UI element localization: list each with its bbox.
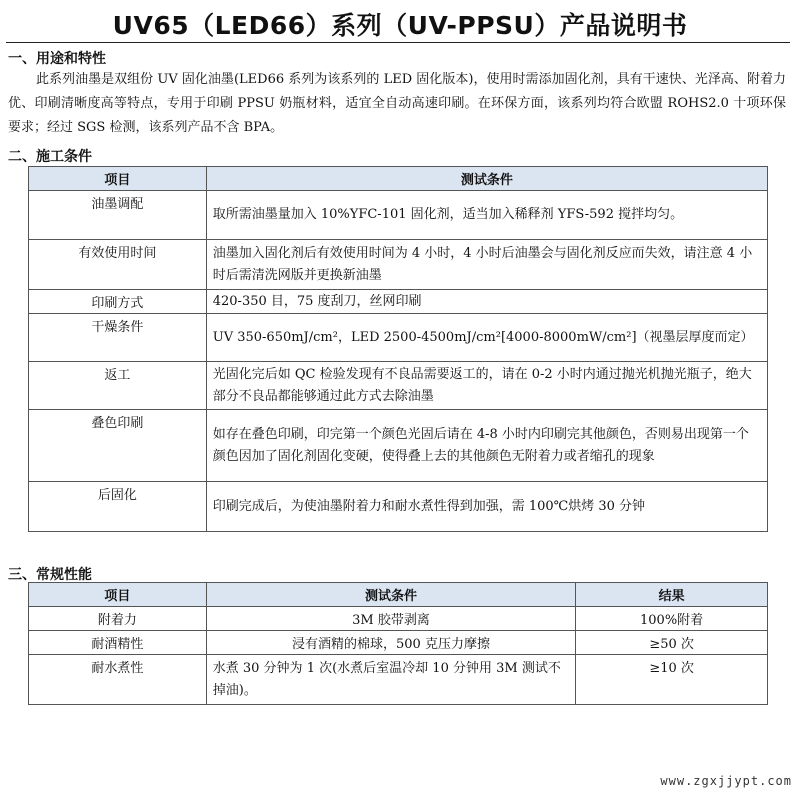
row-result: 100%附着 (576, 607, 768, 631)
construction-conditions-table (28, 166, 768, 532)
row-condition: 水煮 30 分钟为 1 次(水煮后室温冷却 10 分钟用 3M 测试不掉油)。 (206, 655, 575, 705)
row-condition: 3M 胶带剥离 (206, 607, 575, 631)
row-result: ≥50 次 (576, 631, 768, 655)
row-item-label: 耐水煮性 (29, 655, 207, 705)
title-divider (6, 42, 790, 43)
table-row (29, 655, 768, 705)
table-row (29, 607, 768, 631)
row-item-label: 有效使用时间 (29, 240, 207, 290)
table-header-row (29, 167, 768, 191)
row-result: ≥10 次 (576, 655, 768, 705)
table-row (29, 410, 768, 482)
header-test-conditions: 测试条件 (206, 583, 575, 607)
site-watermark: www.zgxjjypt.com (660, 774, 792, 788)
table-row (29, 631, 768, 655)
header-item: 项目 (29, 167, 207, 191)
row-item-label: 耐酒精性 (29, 631, 207, 655)
row-condition: 浸有酒精的棉球，500 克压力摩擦 (206, 631, 575, 655)
row-condition: UV 350-650mJ/cm²，LED 2500-4500mJ/cm²[4000-8000mW/cm²]（视墨层厚度而定） (206, 314, 767, 362)
row-item-label: 附着力 (29, 607, 207, 631)
row-condition: 印刷完成后，为使油墨附着力和耐水煮性得到加强，需 100℃烘烤 30 分钟 (206, 482, 767, 532)
table-row (29, 290, 768, 314)
table-row (29, 482, 768, 532)
row-condition: 光固化完后如 QC 检验发现有不良品需要返工的，请在 0-2 小时内通过抛光机抛光瓶子，绝大部分不良品都能够通过此方式去除油墨 (206, 362, 767, 410)
row-condition: 420-350 目，75 度刮刀，丝网印刷 (206, 290, 767, 314)
row-item-label: 干燥条件 (29, 314, 207, 362)
row-item-label: 后固化 (29, 482, 207, 532)
row-item-label: 叠色印刷 (29, 410, 207, 482)
section-heading-performance: 三、常规性能 (8, 567, 92, 583)
performance-table (28, 582, 768, 705)
table-row (29, 314, 768, 362)
table-row (29, 362, 768, 410)
section-heading-usage: 一、用途和特性 (8, 51, 106, 67)
header-item: 项目 (29, 583, 207, 607)
section-heading-conditions: 二、施工条件 (8, 149, 92, 165)
document-title: UV65（LED66）系列（UV-PPSU）产品说明书 (112, 11, 688, 40)
section-usage-text: 此系列油墨是双组份 UV 固化油墨(LED66 系列为该系列的 LED 固化版本)，使用时需添加固化剂，具有干速快、光泽高、附着力优、印刷清晰度高等特点，专用于印刷 PPSU 奶瓶材料，适宜全自动高速印刷。在环保方面，该系列均符合欧盟 ROHS2.0 十项环保要求；经过 SGS 检测，该系列产品不含 BPA。 (8, 72, 786, 135)
row-item-label: 印刷方式 (29, 290, 207, 314)
row-item-label: 油墨调配 (29, 191, 207, 240)
table-header-row (29, 583, 768, 607)
row-condition: 如存在叠色印刷，印完第一个颜色光固后请在 4-8 小时内印刷完其他颜色，否则易出现第一个颜色因加了固化剂固化变硬，使得叠上去的其他颜色无附着力或者缩孔的现象 (206, 410, 767, 482)
header-result: 结果 (576, 583, 768, 607)
header-test-conditions: 测试条件 (206, 167, 767, 191)
table-row (29, 240, 768, 290)
row-item-label: 返工 (29, 362, 207, 410)
row-condition: 取所需油墨量加入 10%YFC-101 固化剂，适当加入稀释剂 YFS-592 搅拌均匀。 (206, 191, 767, 240)
row-condition: 油墨加入固化剂后有效使用时间为 4 小时，4 小时后油墨会与固化剂反应而失效，请注意 4 小时后需清洗网版并更换新油墨 (206, 240, 767, 290)
table-row (29, 191, 768, 240)
